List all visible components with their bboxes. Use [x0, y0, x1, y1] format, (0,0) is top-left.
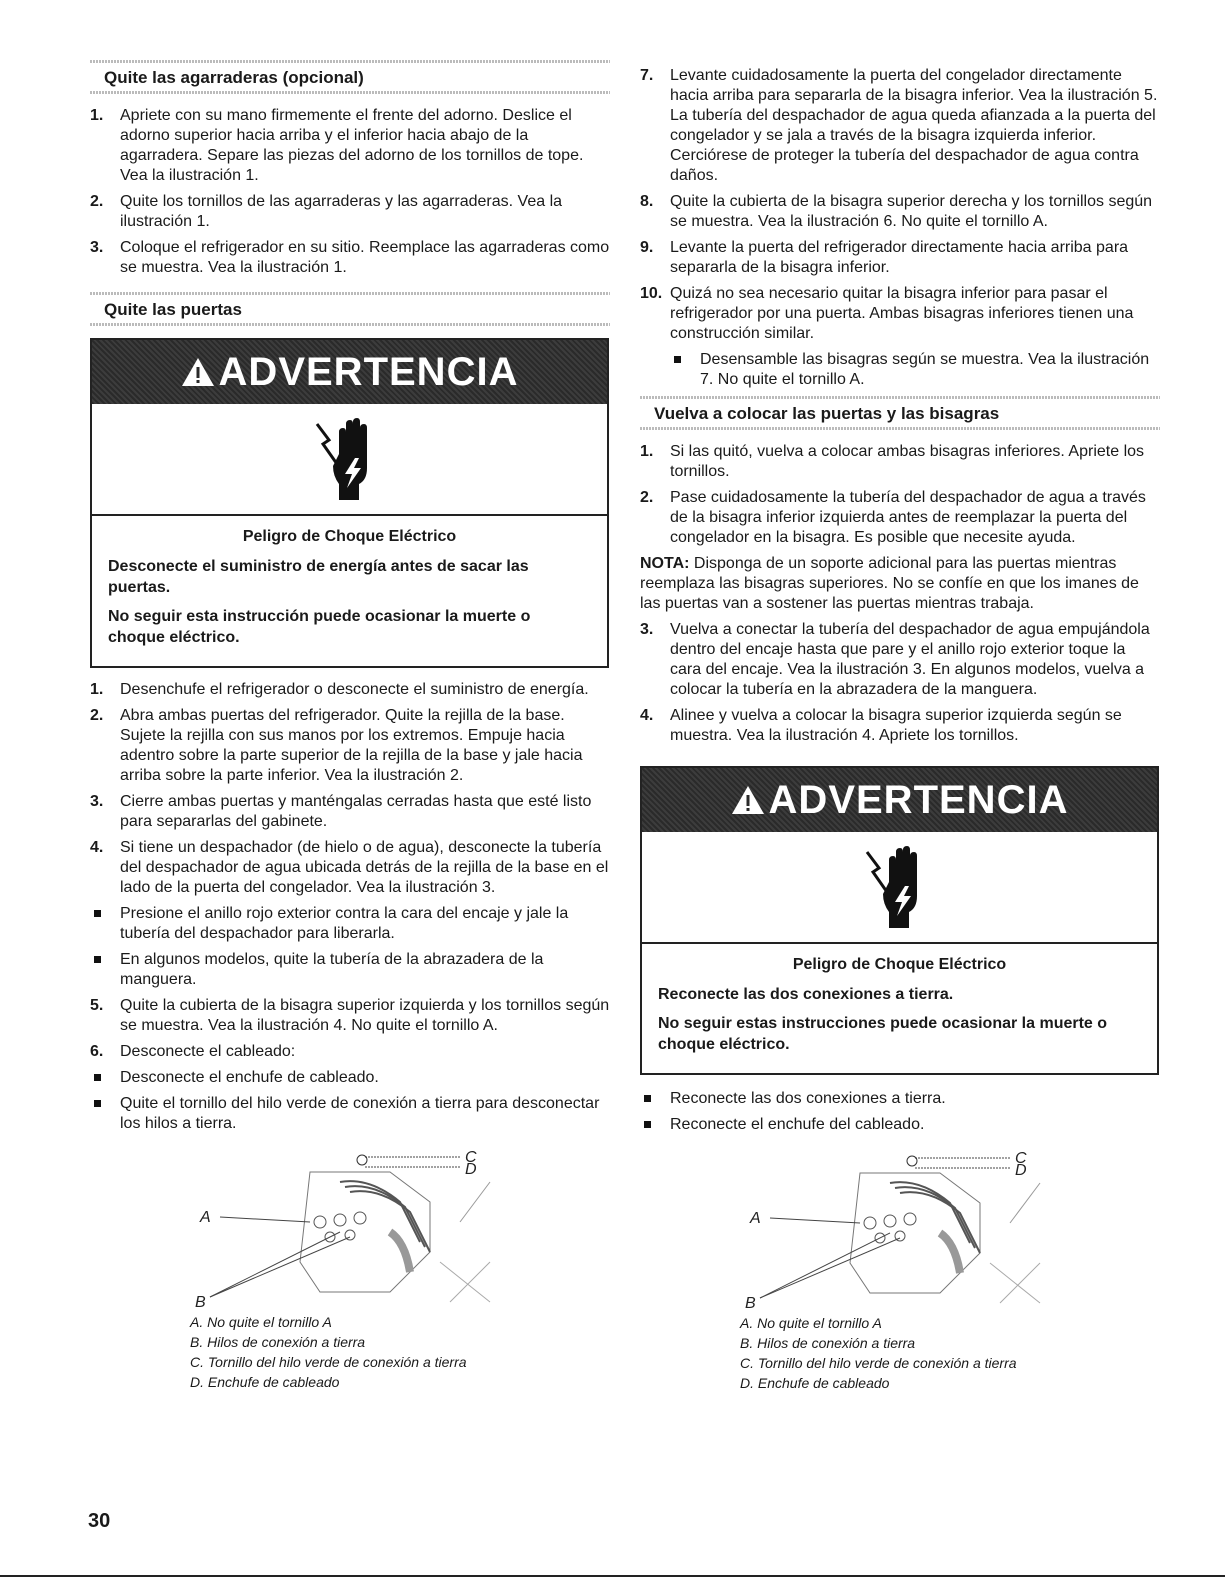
hinge-illustration-right	[640, 1143, 1160, 1393]
right-column	[640, 66, 1160, 1393]
list-item: 3. Coloque el refrigerador en su sitio. Reemplace las agarraderas como se muestra. Vea la ilustración 1.	[90, 239, 610, 276]
step4-bullets	[90, 904, 610, 990]
hinge-illustration-left	[90, 1142, 610, 1392]
bullet-item: Presione el anillo rojo exterior contra la cara del encaje y jale la tubería del despachador para liberarla.	[90, 904, 610, 944]
warning-banner	[642, 768, 1157, 832]
reinstall-steps	[640, 442, 1160, 548]
page-number: 30	[88, 1510, 111, 1532]
warning-title: ADVERTENCIA	[768, 777, 1069, 822]
list-item: 4. Si tiene un despachador (de hielo o de agua), desconecte la tubería del despachador de agua ubicada detrás de la rejilla de la base en el lado de la puerta del congelador. Vea la ilustración 3. Presione el anillo rojo exterior contra la cara del encaje y jale la tubería del despachador para liberarla. En algunos modelos, quite la tubería de la abrazadera de la manguera.	[90, 839, 609, 988]
warning-title: ADVERTENCIA	[218, 349, 519, 394]
hazard-title: Peligro de Choque Eléctrico	[792, 956, 1007, 973]
puertas-steps	[90, 680, 610, 1134]
list-item: 3. Cierre ambas puertas y manténgalas cerradas hasta que esté listo para separarlas del gabinete.	[90, 793, 592, 830]
bullet-item: En algunos modelos, quite la tubería de la abrazadera de la manguera.	[90, 950, 610, 990]
figure-captions	[190, 1312, 610, 1392]
warning-instruction: Reconecte las dos conexiones a tierra.	[658, 986, 954, 1003]
bullet-item: Reconecte las dos conexiones a tierra.	[640, 1089, 1160, 1109]
step10-bullets	[670, 350, 1160, 390]
door-steps-continued	[640, 66, 1160, 390]
figure-captions	[740, 1313, 1160, 1393]
warning-consequence: No seguir esta instrucción puede ocasionar la muerte o choque eléctrico.	[108, 608, 531, 646]
warning-instruction: Desconecte el suministro de energía antes de sacar las puertas.	[108, 558, 529, 596]
reconnect-bullets	[640, 1089, 1160, 1135]
caption-d: D. Enchufe de cableado	[740, 1375, 890, 1391]
warning-triangle-icon	[181, 357, 215, 387]
label-d: D	[1015, 1162, 1027, 1179]
warning-banner	[92, 340, 607, 404]
list-item: 3. Vuelva a conectar la tubería del despachador de agua empujándola dentro del encaje hasta que pare y el anillo rojo exterior toque la cara del encaje. Vea la ilustración 3. En algunos modelos, vuelva a colocar la tubería en la abrazadera de la manguera.	[640, 621, 1150, 698]
list-item: 7. Levante cuidadosamente la puerta del congelador directamente hacia arriba para separarla de la bisagra inferior. Vea la ilustración 5. La tubería del despachador de agua queda afianzada a la puerta del congelador y se jala a través de la bisagra izquierda inferior. Cerciórese de proteger la tubería del despachador de agua contra daños.	[640, 67, 1158, 184]
electric-shock-icon	[92, 404, 607, 516]
left-column	[90, 60, 610, 1392]
list-item: 2. Quite los tornillos de las agarraderas y las agarraderas. Vea la ilustración 1.	[90, 193, 563, 230]
label-a: A	[750, 1210, 761, 1227]
warning-box	[90, 338, 609, 668]
label-a: A	[200, 1209, 211, 1226]
bullet-item: Quite el tornillo del hilo verde de conexión a tierra para desconectar los hilos a tierra.	[90, 1094, 610, 1134]
caption-a: A. No quite el tornillo A	[190, 1314, 332, 1330]
list-item: 10. Quizá no sea necesario quitar la bisagra inferior para pasar el refrigerador por una puerta. Ambas bisagras inferiores tienen una construcción similar. Desensamble las bisagras según se muestra. Vea la ilustración 7. No quite el tornillo A.	[640, 284, 1160, 390]
label-b: B	[745, 1295, 756, 1312]
list-item: 4. Alinee y vuelva a colocar la bisagra superior izquierda según se muestra. Vea la ilustración 4. Apriete los tornillos.	[640, 707, 1122, 744]
electric-shock-icon	[642, 832, 1157, 944]
label-c: C	[465, 1149, 477, 1166]
label-d: D	[465, 1161, 477, 1178]
note-paragraph: NOTA: Disponga de un soporte adicional para las puertas mientras reemplaza las bisagras superiores. No se confíe en que los imanes de las puertas van a sostener las puertas mientras trabaja.	[640, 555, 1139, 612]
section-heading-agarraderas: Quite las agarraderas (opcional)	[90, 60, 610, 94]
list-item: 9. Levante la puerta del refrigerador directamente hacia arriba para separarla de la bisagra inferior.	[640, 239, 1129, 276]
label-c: C	[1015, 1150, 1027, 1167]
caption-b: B. Hilos de conexión a tierra	[740, 1335, 916, 1351]
list-item: 8. Quite la cubierta de la bisagra superior derecha y los tornillos según se muestra. Vea la ilustración 6. No quite el tornillo A.	[640, 193, 1153, 230]
list-item: 1. Desenchufe el refrigerador o desconecte el suministro de energía.	[90, 681, 589, 698]
bullet-item: Desconecte el enchufe de cableado.	[90, 1068, 610, 1088]
list-item: 6. Desconecte el cableado: Desconecte el enchufe de cableado. Quite el tornillo del hilo verde de conexión a tierra para desconectar los hilos a tierra.	[90, 1042, 610, 1134]
warning-triangle-icon	[731, 785, 765, 815]
caption-a: A. No quite el tornillo A	[740, 1315, 882, 1331]
list-item: 1. Si las quitó, vuelva a colocar ambas bisagras inferiores. Apriete los tornillos.	[640, 443, 1145, 480]
hazard-title: Peligro de Choque Eléctrico	[242, 528, 457, 545]
page-bottom-rule	[0, 1575, 1225, 1577]
caption-c: C. Tornillo del hilo verde de conexión a tierra	[740, 1355, 1017, 1371]
step6-bullets	[90, 1068, 610, 1134]
list-item: 2. Pase cuidadosamente la tubería del despachador de agua a través de la bisagra inferior izquierda antes de reemplazar la puerta del congelador en la bisagra. Es posible que necesite ayuda.	[640, 489, 1146, 546]
warning-consequence: No seguir estas instrucciones puede ocasionar la muerte o choque eléctrico.	[658, 1015, 1108, 1053]
bullet-item: Reconecte el enchufe del cableado.	[640, 1115, 1160, 1135]
section-heading-puertas: Quite las puertas	[90, 292, 610, 326]
warning-box	[640, 766, 1159, 1075]
section-heading-vuelva: Vuelva a colocar las puertas y las bisagras	[640, 396, 1160, 430]
list-item: 1. Apriete con su mano firmemente el frente del adorno. Deslice el adorno superior hacia arriba y el inferior hacia abajo de la agarradera. Separe las piezas del adorno de los tornillos de tope. Vea la ilustración 1.	[90, 107, 584, 184]
caption-c: C. Tornillo del hilo verde de conexión a tierra	[190, 1354, 467, 1370]
label-b: B	[195, 1294, 206, 1311]
list-item: 2. Abra ambas puertas del refrigerador. Quite la rejilla de la base. Sujete la rejilla con sus manos por los extremos. Empuje hacia adentro sobre la parte superior de la rejilla de la base y jale hacia arriba sobre la parte inferior. Vea la ilustración 2.	[90, 707, 583, 784]
reinstall-steps-b	[640, 620, 1160, 746]
caption-b: B. Hilos de conexión a tierra	[190, 1334, 366, 1350]
bullet-item: Desensamble las bisagras según se muestra. Vea la ilustración 7. No quite el tornillo A.	[670, 350, 1160, 390]
list-item: 5. Quite la cubierta de la bisagra superior izquierda y los tornillos según se muestra. Vea la ilustración 4. No quite el tornillo A.	[90, 997, 610, 1034]
agarraderas-steps	[90, 106, 610, 278]
caption-d: D. Enchufe de cableado	[190, 1374, 340, 1390]
